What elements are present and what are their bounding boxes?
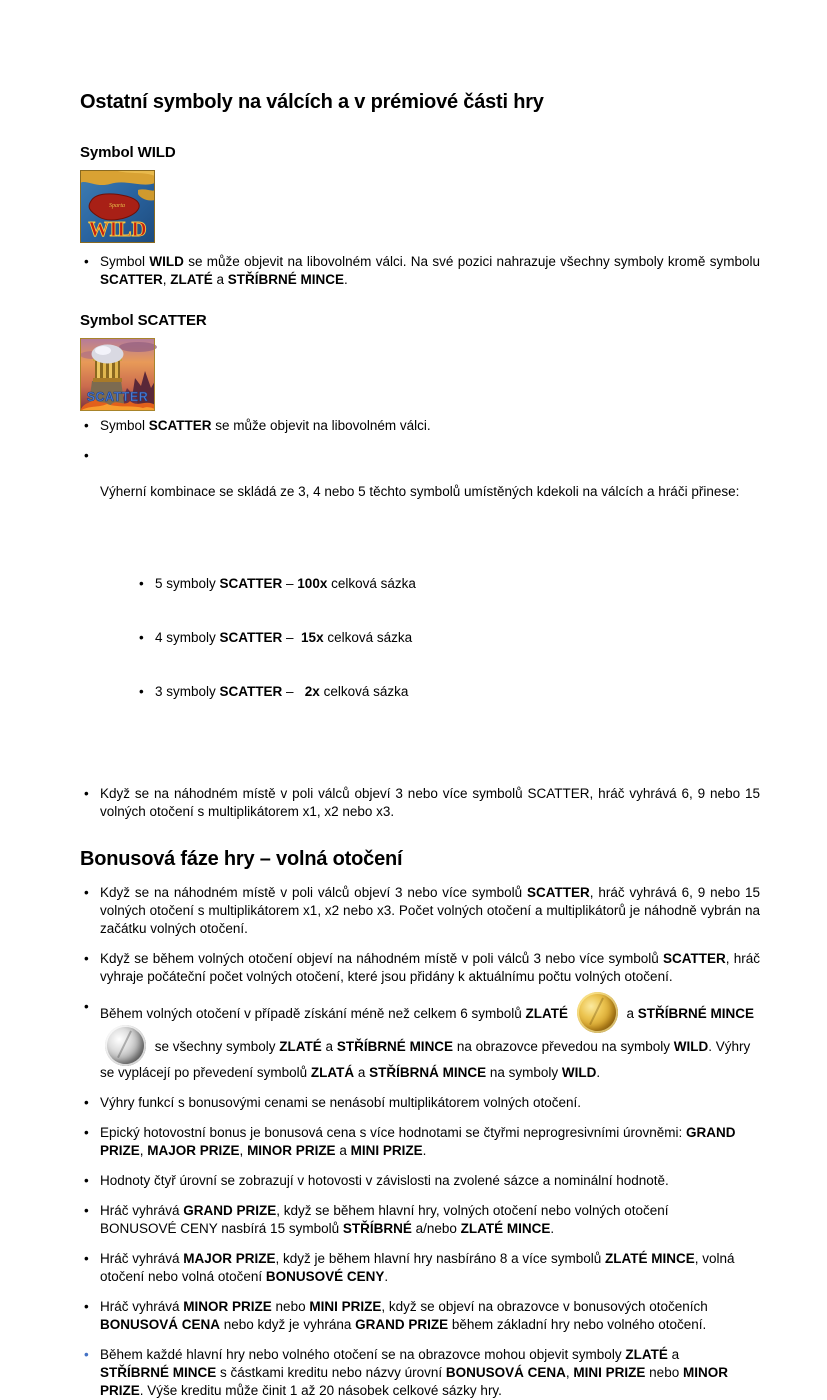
bullet-text: Během každé hlavní hry nebo volného otočení se na obrazovce mohou objevit symboly ZLATÉ a STŘÍBRNÉ MINCE s částkami kreditu nebo názvy úrovní BONUSOVÁ CENA, MINI PRIZE nebo MINOR PRIZE. Výše kreditu může činit 1 až 20 násobek celkové sázky hry. (100, 1347, 732, 1398)
bullet-text: 4 symboly SCATTER – 15x celková sázka (155, 630, 413, 645)
page-title: Ostatní symboly na válcích a v prémiové části hry (80, 91, 544, 113)
list-item (135, 629, 760, 647)
list-item (80, 447, 775, 773)
bullet-icon-blue: • (84, 1347, 89, 1362)
bullet-text: Výhry funkcí s bonusovými cenami se nenásobí multiplikátorem volných otočení. (100, 1095, 581, 1110)
scatter-symbol-image (80, 338, 155, 411)
wild-symbol-image (80, 170, 155, 243)
bullet-text: Symbol WILD se může objevit na libovolném válci. Na své pozici nahrazuje všechny symboly kromě symbolu SCATTER, ZLATÉ a STŘÍBRNÉ MINCE. (100, 254, 764, 287)
list-item (80, 884, 775, 938)
bullet-icon: • (84, 1203, 89, 1218)
wild-map-label: Sparta (108, 203, 126, 209)
bullet-text: Epický hotovostní bonus je bonusová cena s více hodnotami se čtyřmi neprogresivními úrovněmi: GRAND PRIZE, MAJOR PRIZE, MINOR PRIZE a MINI PRIZE. (100, 1125, 740, 1158)
cloud-shape (119, 342, 157, 352)
list-item (80, 253, 775, 289)
bullet-icon: • (84, 254, 89, 269)
list-item (80, 785, 775, 821)
wild-section-heading: Symbol WILD (80, 144, 176, 161)
bullet-icon: • (139, 576, 144, 591)
bullet-text-with-sublist (100, 447, 760, 773)
list-item (80, 1172, 775, 1190)
bullet-text: 5 symboly SCATTER – 100x celková sázka (155, 576, 416, 591)
bullet-icon: • (84, 1125, 89, 1140)
list-item (80, 1094, 775, 1112)
bullet-icon: • (84, 1173, 89, 1188)
list-item (80, 1298, 775, 1334)
bullet-icon: • (84, 885, 89, 900)
scatter-bullet-list (80, 417, 775, 821)
list-item (80, 1202, 775, 1238)
scatter-section-heading: Symbol SCATTER (80, 312, 207, 329)
list-item (80, 950, 775, 986)
bullet-icon: • (139, 684, 144, 699)
list-item-with-coins (80, 998, 775, 1082)
bullet-text: Hráč vyhrává MINOR PRIZE nebo MINI PRIZE, když se objeví na obrazovce v bonusových otočeních BONUSOVÁ CENA nebo když je vyhrána GRAND PRIZE během základní hry nebo volného otočení. (100, 1299, 712, 1332)
bullet-text: Hráč vyhrává GRAND PRIZE, když se během hlavní hry, volných otočení nebo volných otočení BONUSOVÉ CENY nasbírá 15 symbolů STŘÍBRNÉ a/nebo ZLATÉ MINCE. (100, 1203, 673, 1236)
bullet-icon: • (84, 1251, 89, 1266)
bullet-icon: • (84, 418, 89, 433)
bonus-section-title: Bonusová fáze hry – volná otočení (80, 848, 403, 870)
list-item (80, 417, 775, 435)
bullet-icon: • (84, 448, 89, 463)
list-item (80, 1250, 775, 1286)
silver-coin-icon (101, 1021, 150, 1070)
wild-caption-text: WILD (88, 217, 147, 241)
gold-coin-icon (573, 988, 622, 1037)
bullet-text: Výherní kombinace se skládá ze 3, 4 nebo 5 těchto symbolů umístěných kdekoli na válcích a hráči přinese: (100, 484, 740, 499)
bullet-text: Během volných otočení v případě získání méně než celkem 6 symbolů ZLATÉ a STŘÍBRNÉ MINCE se všechny symboly ZLATÉ a STŘÍBRNÉ MINCE na obrazovce převedou na symboly WILD. Výhry se vyplácejí po převedení symbolů ZLATÁ a STŘÍBRNÁ MINCE na symboly WILD. (100, 998, 760, 1082)
list-item (135, 683, 760, 701)
scatter-caption-text: SCATTER (86, 390, 149, 404)
list-item (80, 1346, 775, 1400)
bullet-icon: • (84, 951, 89, 966)
bullet-text: 3 symboly SCATTER – 2x celková sázka (155, 684, 409, 699)
scatter-payout-sublist (135, 539, 760, 737)
wild-bullet-list (80, 253, 775, 289)
list-item (80, 1124, 775, 1160)
bullet-text: Hráč vyhrává MAJOR PRIZE, když je během hlavní hry nasbíráno 8 a více symbolů ZLATÉ MINCE, volná otočení nebo volná otočení BONUSOVÉ CENY. (100, 1251, 739, 1284)
bullet-icon: • (84, 999, 89, 1014)
bullet-text: Když se na náhodném místě v poli válců objeví 3 nebo více symbolů SCATTER, hráč vyhrává 6, 9 nebo 15 volných otočení s multiplikátorem x1, x2 nebo x3. Počet volných otočení a multiplikátorů je náhodně vybrán na začátku volných otočení. (100, 885, 764, 936)
bullet-icon: • (84, 1095, 89, 1110)
temple-columns (95, 361, 120, 378)
bullet-icon: • (84, 1299, 89, 1314)
list-item (135, 575, 760, 593)
bullet-text: Symbol SCATTER se může objevit na libovolném válci. (100, 418, 431, 433)
bullet-icon: • (139, 630, 144, 645)
bullet-text: Když se během volných otočení objeví na náhodném místě v poli válců 3 nebo více symbolů SCATTER, hráč vyhraje počáteční počet volných otočení, které jsou přidány k aktuálnímu počtu volných otočení. (100, 951, 764, 984)
bullet-icon: • (84, 786, 89, 801)
bonus-bullet-list (80, 884, 775, 1400)
bullet-text: Hodnoty čtyř úrovní se zobrazují v hotovosti v závislosti na zvolené sázce a nominální hodnotě. (100, 1173, 669, 1188)
bullet-text: Když se na náhodném místě v poli válců objeví 3 nebo více symbolů SCATTER, hráč vyhrává 6, 9 nebo 15 volných otočení s multiplikátorem x1, x2 nebo x3. (100, 786, 764, 819)
